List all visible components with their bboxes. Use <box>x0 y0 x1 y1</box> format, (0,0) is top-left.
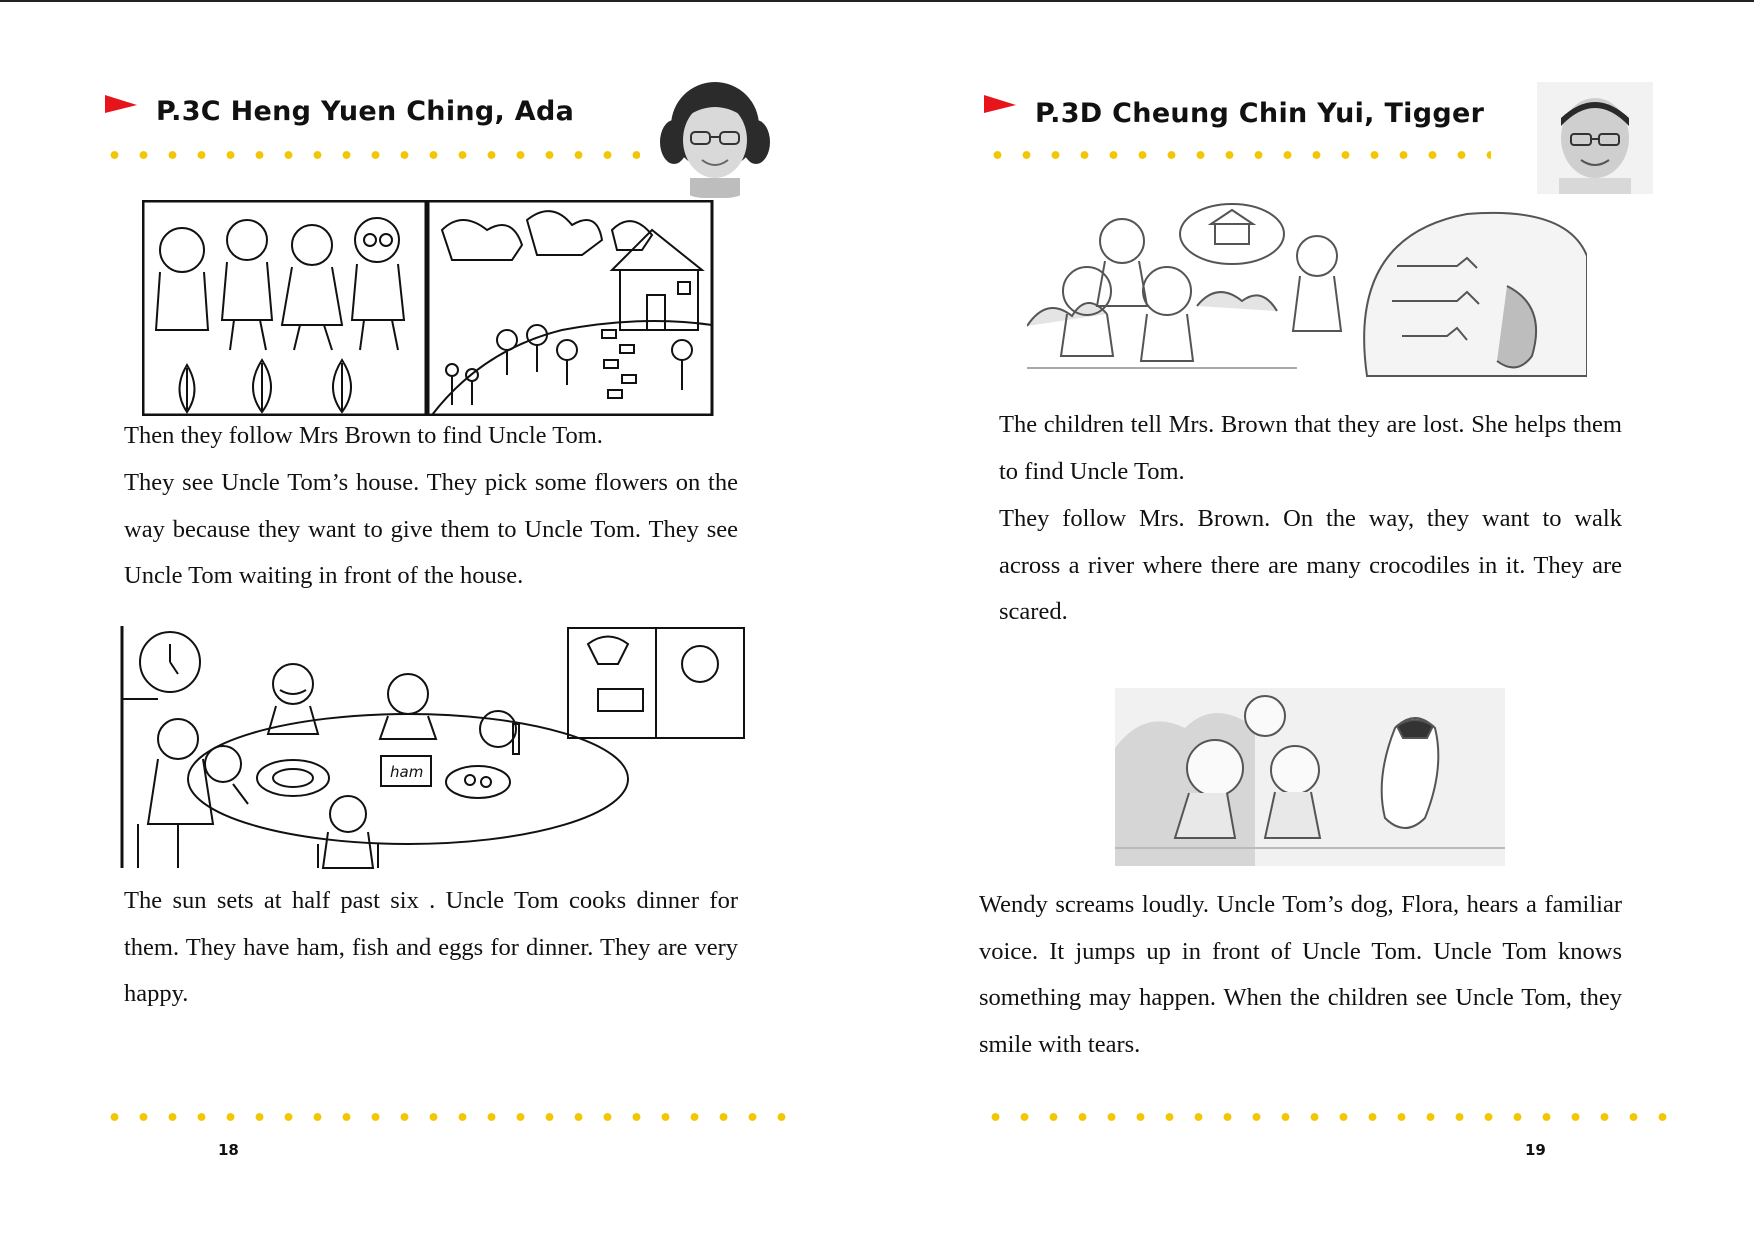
author-heading: P.3C Heng Yuen Ching, Ada <box>156 96 575 127</box>
story-paragraph-1: The children tell Mrs. Brown that they are lost. She helps them to find Uncle Tom. <box>999 411 1622 485</box>
dotted-divider-bottom <box>100 1112 790 1122</box>
red-pennant-flag-icon <box>104 94 138 114</box>
drawing-children-and-crocodiles <box>1027 196 1587 392</box>
boy-portrait-image <box>1537 82 1653 194</box>
story-paragraph-2: They follow Mrs. Brown. On the way, they want to walk across a river where there are many crocodiles in it. They are scared. <box>999 505 1622 625</box>
drawing-dinner-table <box>118 624 746 870</box>
drawing-children-running-and-dog <box>1115 688 1505 866</box>
story-paragraph-3: Wendy screams loudly. Uncle Tom’s dog, Flora, hears a familiar voice. It jumps up in front of Uncle Tom. Uncle Tom knows something may happen. When the children see Uncle Tom, they smile with tears. <box>979 891 1622 1058</box>
story-paragraph-2: They see Uncle Tom’s house. They pick some flowers on the way because they want to give them to Uncle Tom. They see Uncle Tom waiting in front of the house. <box>124 469 738 589</box>
story-paragraph-1: Then they follow Mrs Brown to find Uncle Tom. <box>124 422 603 449</box>
dotted-divider-bottom <box>981 1112 1671 1122</box>
dotted-divider-top <box>100 150 640 160</box>
drawing-children-walking-to-house <box>142 200 714 416</box>
red-pennant-flag-icon <box>983 94 1017 114</box>
story-paragraph-3: The sun sets at half past six . Uncle Tom cooks dinner for them. They have ham, fish and eggs for dinner. They are very happy. <box>124 887 738 1007</box>
student-photo <box>660 74 770 198</box>
page-number: 19 <box>1525 1141 1546 1159</box>
right-page <box>877 0 1754 1240</box>
page-number: 18 <box>218 1141 239 1159</box>
author-heading: P.3D Cheung Chin Yui, Tigger <box>1035 98 1485 129</box>
girl-portrait-image <box>660 74 770 198</box>
ham-label: ham <box>390 763 424 781</box>
dotted-divider-top <box>983 150 1491 160</box>
student-photo <box>1537 82 1653 194</box>
